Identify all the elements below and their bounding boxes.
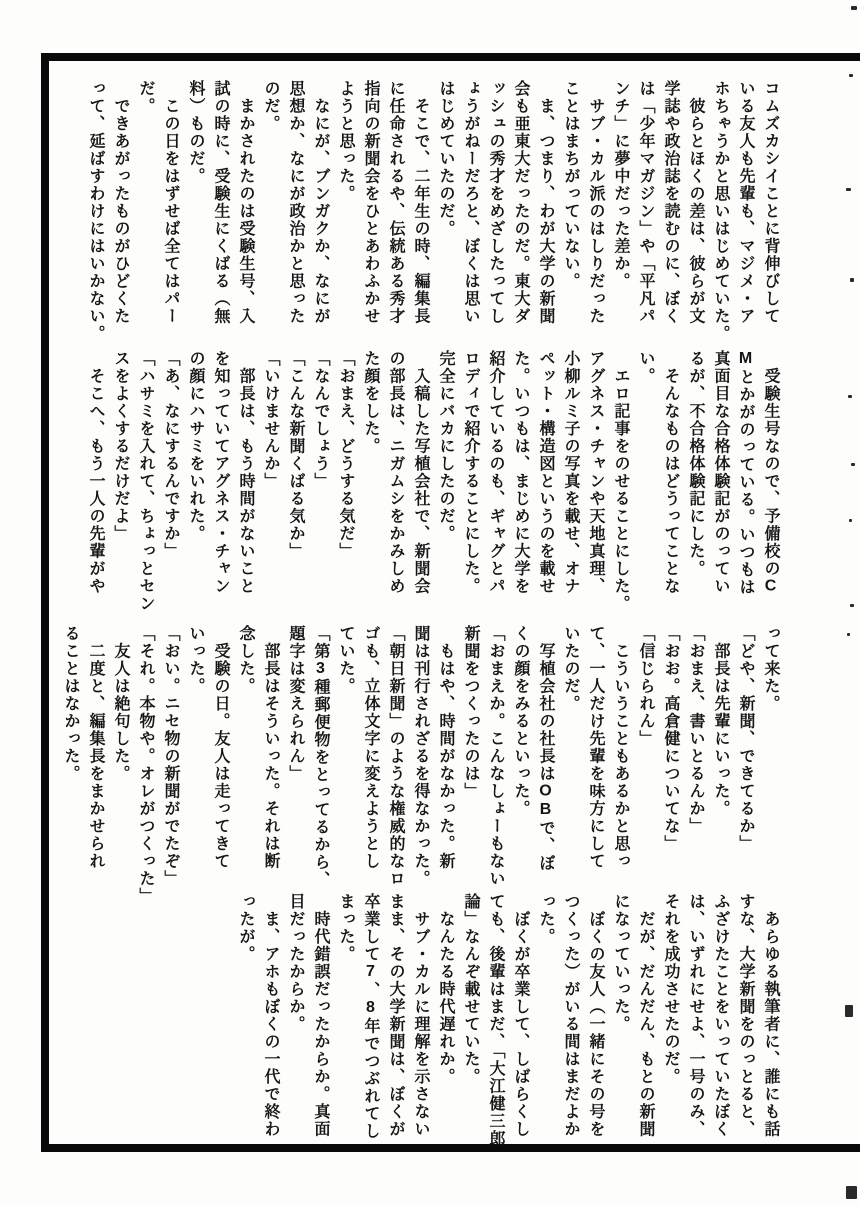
text-column: 受験の日。友人は走ってきて: [212, 625, 229, 870]
text-column: いたのだ。: [562, 625, 579, 713]
text-column: もはや、時間がなかった。新: [437, 625, 454, 870]
scan-speck: [849, 519, 852, 522]
text-column: 友人は絶句した。: [112, 625, 129, 783]
scan-speck: [849, 74, 853, 77]
text-column: なんたる時代遅れか。: [437, 893, 454, 1086]
text-column: 目だったからか。: [287, 893, 304, 1033]
text-column: 指向の新聞会をひとあわふかせ: [362, 80, 379, 325]
text-column: エロ記事をのせることにした。: [612, 350, 629, 613]
text-column: ふざけたことをいっていたぼく: [712, 893, 729, 1138]
text-column: ても、後輩はまだ、「大江健三郎: [487, 893, 504, 1148]
text-column: サブ・カル派のはしりだった: [587, 80, 604, 325]
text-column: ったが。: [237, 893, 254, 963]
text-column: ンチ」に夢中だった差か。: [612, 80, 629, 290]
text-column: 聞は刊行されざるを得なかった。: [412, 625, 429, 888]
text-column: 「ハサミを入れて、ちょっとセン: [137, 350, 154, 613]
scan-speck: [846, 1186, 857, 1199]
text-column: 時代錯誤だったからか。真面: [312, 893, 329, 1138]
text-column: くの顔をみるといった。: [512, 625, 529, 818]
text-column: 部長は先輩にいった。: [712, 625, 729, 818]
text-column: ていた。: [337, 625, 354, 695]
text-column: は「少年マガジン」や「平凡パ: [637, 80, 654, 325]
text-column: 部長は、もう時間がないこと: [237, 350, 254, 595]
text-column: 「おまえか。こんなしょーもない: [487, 625, 504, 888]
text-column: は、いずれにせよ、一号のみ、: [687, 893, 704, 1138]
text-column: はじめていたのだ。: [437, 80, 454, 238]
text-column: になっていった。: [612, 893, 629, 1033]
text-column: った。: [537, 893, 554, 946]
text-column: いる友人も先輩も、マジメ・ア: [737, 80, 754, 325]
scan-speck: [851, 463, 855, 466]
text-column: 入稿した写植会社で、新聞会: [412, 350, 429, 595]
text-column: ペット・構造図というのを載せ: [537, 350, 554, 595]
text-column: スをよくするだけだよ」: [112, 350, 129, 543]
text-column: まった。: [337, 893, 354, 963]
text-column: って、延ばすわけにはいかない。: [87, 80, 104, 343]
text-column: の部長は、ニガムシをかみしめ: [387, 350, 404, 595]
text-column: 「おまえ、書いとるんか」: [687, 625, 704, 835]
text-column: ま、アホもぼくの一代で終わ: [262, 893, 279, 1138]
text-block-1: [83, 80, 783, 348]
text-column: 卒業して7、8年でつぶれてし: [362, 893, 379, 1140]
text-column: た顔をした。: [362, 350, 379, 455]
text-column: 「おお。高倉健についてな」: [662, 625, 679, 853]
text-column: 「あ、なにするんですか」: [162, 350, 179, 560]
text-column: 「それ。本物や。オレがつくった」: [137, 625, 154, 905]
text-column: あらゆる執筆者に、誰にも話: [762, 893, 779, 1138]
text-column: 「信じられん」: [637, 625, 654, 748]
text-column: それを成功させたのだ。: [662, 893, 679, 1086]
text-column: 「こんな新聞くばる気か」: [287, 350, 304, 560]
scan-speck: [851, 6, 857, 10]
text-column: 「なんでしょう」: [312, 350, 329, 490]
text-column: なにが、ブンガクか、なにが: [312, 80, 329, 325]
text-column: 論」なんぞ載せていた。: [462, 893, 479, 1086]
text-column: だが、だんだん、もとの新聞: [637, 893, 654, 1138]
text-column: 「おまえ、どうする気だ」: [337, 350, 354, 560]
text-column: 彼らとほくの差は、彼らが文: [687, 80, 704, 325]
text-column: そこで、二年生の時、編集長: [412, 80, 429, 325]
text-column: この日をはずせば全てはパー: [162, 80, 179, 325]
text-column: まま、その大学新聞は、ぼくが: [387, 893, 404, 1138]
text-block-4: [233, 893, 783, 1148]
text-column: 題字は変えられん」: [287, 625, 304, 783]
text-column: て、一人だけ先輩を味方にして: [587, 625, 604, 870]
text-column: のだ。: [262, 80, 279, 133]
text-column: ゴも、立体文字に変えようとし: [362, 625, 379, 870]
text-column: 学誌や政治誌を読むのに、ぼく: [662, 80, 679, 325]
text-column: ょうがねーだろと、ぼくは思い: [462, 80, 479, 325]
text-column: 二度と、編集長をまかせられ: [87, 625, 104, 870]
text-column: 「朝日新聞」のような権威的なロ: [387, 625, 404, 888]
text-column: 料）ものだ。: [187, 80, 204, 185]
text-column: 新聞をつくったのは」: [462, 625, 479, 800]
text-column: 会も亜東大だったのだ。東大ダ: [512, 80, 529, 325]
text-block-2: [83, 350, 783, 620]
text-column: ことはまちがっていない。: [562, 80, 579, 290]
text-column: 真面目な合格体験記がのってい: [712, 350, 729, 595]
text-column: 念した。: [237, 625, 254, 695]
text-column: ロディで紹介することにした。: [462, 350, 479, 595]
text-column: できあがったものがひどくた: [112, 80, 129, 325]
scan-speck: [848, 395, 852, 398]
text-column: 「どや、新聞、できてるか」: [737, 625, 754, 853]
text-column: すな、大学新聞をのっとると、: [737, 893, 754, 1138]
text-column: 写植会社の社長はOBで、ぼ: [537, 625, 554, 872]
text-column: Mとかがのっている。いつもは: [737, 350, 754, 596]
text-column: サブ・カルに理解を示さない: [412, 893, 429, 1138]
text-column: アグネス・チャンや天地真理、: [587, 350, 604, 595]
scan-speck: [847, 633, 850, 636]
text-column: を知っていてアグネス・チャン: [212, 350, 229, 595]
text-column: って来た。: [762, 625, 779, 713]
text-column: 紹介しているのも、ギャグとパ: [487, 350, 504, 595]
text-column: ようと思った。: [337, 80, 354, 203]
scan-speck: [845, 1005, 853, 1017]
text-column: まかされたのは受験生号、入: [237, 80, 254, 325]
text-column: 思想か、なにが政治かと思った: [287, 80, 304, 325]
text-column: ぼくの友人（一緒にその号を: [587, 893, 604, 1138]
text-column: ぼくが卒業して、しばらくし: [512, 893, 529, 1138]
text-column: ホちゃうかと思いはじめていた。: [712, 80, 729, 343]
text-column: だ。: [137, 80, 154, 115]
text-column: 試の時に、受験生にくばる（無: [212, 80, 229, 325]
text-column: そんなものはどうってことな: [662, 350, 679, 595]
text-column: ッシュの秀才をめざしたってし: [487, 80, 504, 325]
text-column: 受験生号なので、予備校のC: [762, 350, 779, 596]
text-column: 部長はそういった。それは断: [262, 625, 279, 870]
text-column: 完全にバカにしたのだ。: [437, 350, 454, 543]
text-column: つくった）がいる間はまだよか: [562, 893, 579, 1138]
text-column: い。: [637, 350, 654, 385]
text-column: に任命されるや、伝統ある秀才: [387, 80, 404, 325]
text-column: 「おい。ニセ物の新聞がでたぞ」: [162, 625, 179, 888]
text-column: ることはなかった。: [62, 625, 79, 783]
scan-speck: [846, 188, 851, 191]
text-column: 小柳ルミ子の写真を載せ、オナ: [562, 350, 579, 595]
text-column: た。いつもは、まじめに大学を: [512, 350, 529, 595]
text-column: いった。: [187, 625, 204, 695]
text-column: るが、不合格体験記にした。: [687, 350, 704, 578]
text-column: 「いけませんか」: [262, 350, 279, 490]
text-column: ま、つまり、わが大学の新聞: [537, 80, 554, 325]
scan-speck: [850, 604, 854, 607]
text-column: こういうこともあるかと思っ: [612, 625, 629, 870]
text-block-3: [58, 625, 783, 907]
text-column: 「第3種郵便物をとってるから、: [312, 625, 329, 889]
scan-speck: [850, 278, 854, 282]
text-column: そこへ、もう一人の先輩がや: [87, 350, 104, 595]
text-column: コムズカシイことに背伸びして: [762, 80, 779, 325]
text-column: の顔にハサミをいれた。: [187, 350, 204, 543]
